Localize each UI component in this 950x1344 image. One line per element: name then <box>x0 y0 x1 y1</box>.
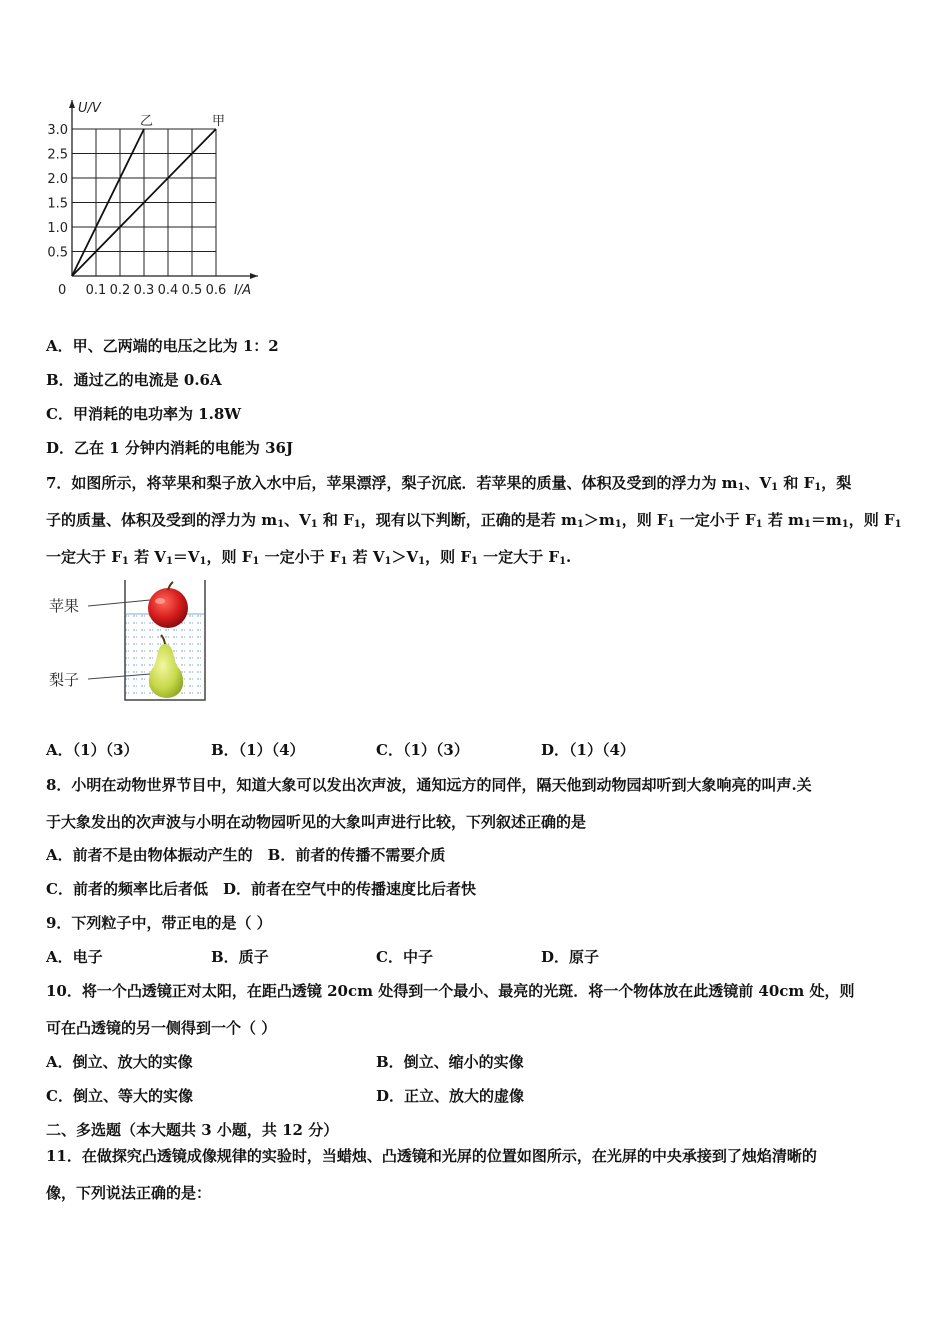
graph-ticks <box>47 101 251 298</box>
y-axis-label: U/V <box>78 101 101 116</box>
q9-stem: 9．下列粒子中，带正电的是（ ） <box>46 914 272 932</box>
q7-stem-line2: 子的质量、体积及受到的浮力为 $m_1$、$V_1$ 和 $F_1$，现有以下判断，正确的是若 $m_1>m_1$，则 $F_1$ 一定小于 $F_1$ 若 $m_1=m_1$，则 $F_1$ <box>46 511 902 530</box>
q11-stem-line1: 11．在做探究凸透镜成像规律的实验时，当蜡烛、凸透镜和光屏的位置如图所示，在光屏的中央承接到了烛焰清晰的 <box>46 1147 817 1165</box>
apple-pointer <box>88 600 150 606</box>
q10-options-ab <box>46 1052 706 1072</box>
series-label: 乙 <box>140 114 154 129</box>
q11-stem-line2: 像，下列说法正确的是： <box>46 1184 212 1202</box>
apple-icon <box>148 582 188 628</box>
y-tick-label: 2.0 <box>47 172 68 187</box>
q9-option-b: B．质子 <box>211 948 269 966</box>
q10-option-b: B．倒立、缩小的实像 <box>376 1053 524 1071</box>
q7-option-d: D．（1）（4） <box>541 741 635 759</box>
q9-option-c: C．中子 <box>376 948 433 966</box>
x-axis-label: I/A <box>234 283 252 298</box>
q7-option-b: B．（1）（4） <box>211 741 305 759</box>
y-tick-label: 1.5 <box>47 196 68 212</box>
q10-option-c: C．倒立、等大的实像 <box>46 1087 193 1105</box>
origin-label: 0 <box>58 283 67 298</box>
x-tick-label: 0.2 <box>109 283 131 298</box>
q6-option-c: C．甲消耗的电功率为 1.8W <box>46 405 242 423</box>
y-axis-arrow <box>69 100 75 108</box>
q8-stem-line1: 8．小明在动物世界节目中，知道大象可以发出次声波，通知远方的同伴，隔天他到动物园却听到大象响亮的叫声.关 <box>46 776 812 794</box>
x-tick-label: 0.3 <box>133 283 155 298</box>
q9-option-d: D．原子 <box>541 948 600 966</box>
q6-option-a: A．甲、乙两端的电压之比为 1：2 <box>46 337 279 355</box>
y-tick-label: 3.0 <box>47 123 68 138</box>
x-tick-label: 0.6 <box>205 283 227 298</box>
q6-option-d: D．乙在 1 分钟内消耗的电能为 36J <box>46 439 294 457</box>
q8-options-ab: A．前者不是由物体振动产生的 B．前者的传播不需要介质 <box>46 846 446 864</box>
q7-stem-line3: 一定大于 $F_1$ 若 $V_1=V_1$，则 $F_1$ 一定小于 $F_1$ 若 $V_1>V_1$，则 $F_1$ 一定大于 $F_1$. <box>46 548 572 567</box>
y-tick-label: 1.0 <box>47 221 68 236</box>
section-2-heading: 二、多选题（本大题共 3 小题，共 12 分） <box>46 1121 339 1139</box>
q8-options-cd: C．前者的频率比后者低 D．前者在空气中的传播速度比后者快 <box>46 880 476 898</box>
x-tick-label: 0.5 <box>181 283 203 298</box>
q10-option-a: A．倒立、放大的实像 <box>46 1053 193 1071</box>
x-axis-arrow <box>250 273 258 279</box>
q7-option-a: A．（1）（3） <box>46 741 139 759</box>
pear-label: 梨子 <box>49 671 80 689</box>
q10-options-cd <box>46 1086 706 1106</box>
q7-options <box>46 740 706 760</box>
q7-stem-line1: 7．如图所示，将苹果和梨子放入水中后，苹果漂浮，梨子沉底．若苹果的质量、体积及受到的浮力为 $m_1$、$V_1$ 和 $F_1$，梨 <box>46 474 852 493</box>
apple-pear-figure <box>44 578 214 704</box>
apple-label: 苹果 <box>49 597 80 615</box>
q10-option-d: D．正立、放大的虚像 <box>376 1087 525 1105</box>
y-tick-label: 2.5 <box>47 147 68 163</box>
q10-stem-line2: 可在凸透镜的另一侧得到一个（ ） <box>46 1019 277 1037</box>
graph-axes <box>69 100 258 279</box>
q10-stem-line1: 10．将一个凸透镜正对太阳，在距凸透镜 20cm 处得到一个最小、最亮的光斑．将一个物体放在此透镜前 40cm 处，则 <box>46 982 855 1000</box>
q7-option-c: C．（1）（3） <box>376 741 469 759</box>
x-tick-label: 0.4 <box>157 283 179 298</box>
q9-options <box>46 947 706 967</box>
series-label: 甲 <box>212 114 226 129</box>
q8-stem-line2: 于大象发出的次声波与小明在动物园听见的大象叫声进行比较，下列叙述正确的是 <box>46 813 587 831</box>
y-tick-label: 0.5 <box>47 245 68 261</box>
u-i-graph <box>40 96 280 306</box>
x-tick-label: 0.1 <box>85 283 107 298</box>
q6-option-b: B．通过乙的电流是 0.6A <box>46 371 222 389</box>
q9-option-a: A．电子 <box>46 948 103 966</box>
